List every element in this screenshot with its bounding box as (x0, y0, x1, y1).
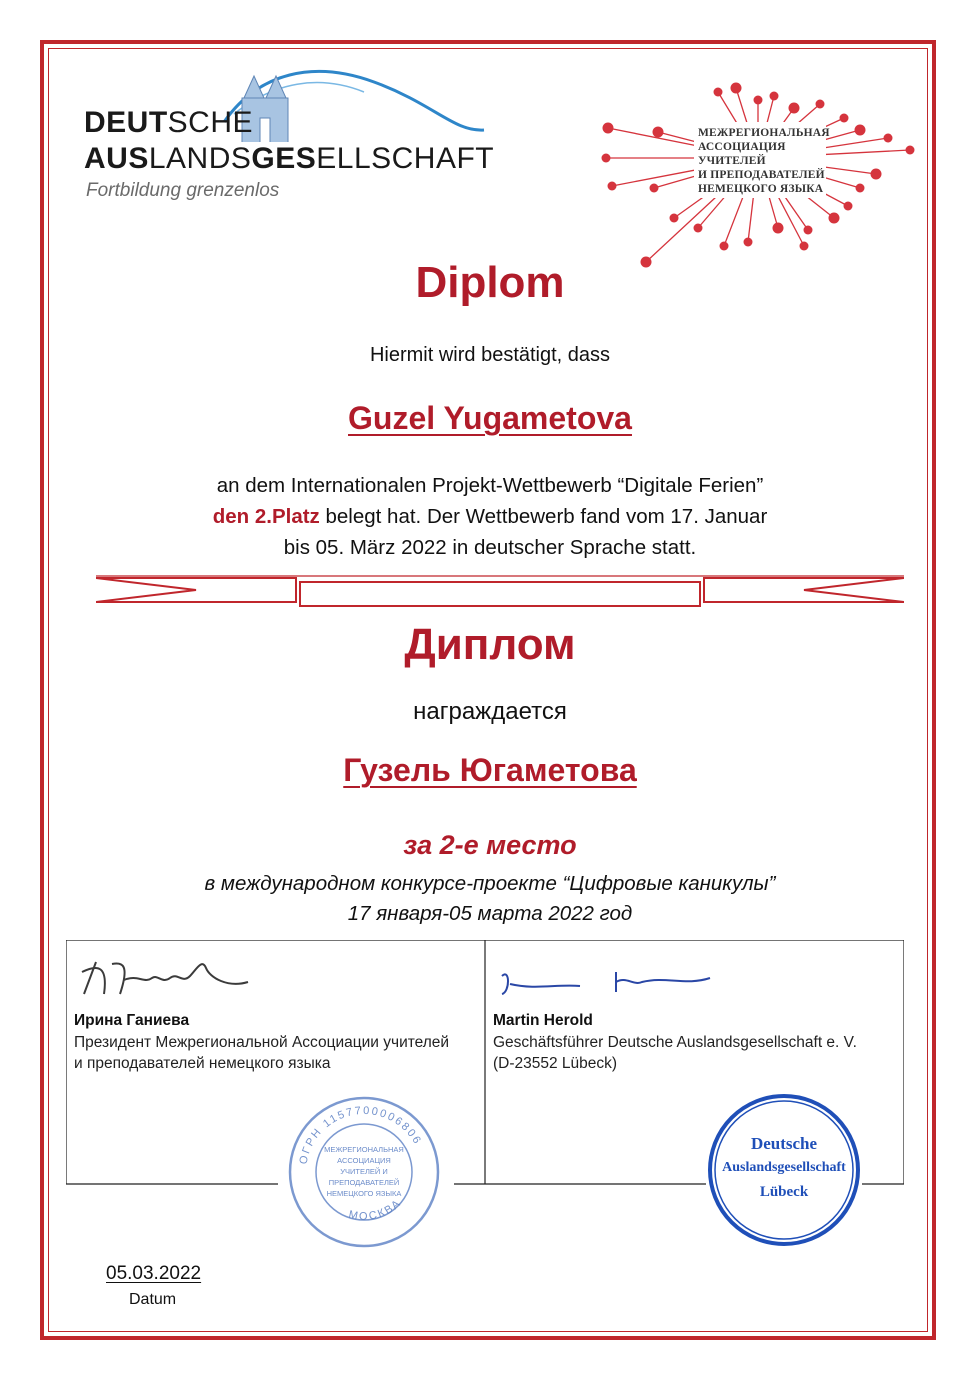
signatory-name-left: Ирина Ганиева (74, 1012, 190, 1029)
award-line-2: den 2.Platz belegt hat. Der Wettbewerb fand vom 17. Januar (212, 505, 768, 528)
logo-ray-dot (744, 238, 753, 247)
logo-ray-dot (840, 114, 849, 123)
logo-ray-dot (829, 213, 840, 224)
signatory-role-left: Президент Межрегиональной Ассоциации учителей и преподавателей немецкого языка (74, 1034, 450, 1072)
contest-description-russian (0, 869, 980, 929)
association-logo-text: МЕЖРЕГИОНАЛЬНАЯ АССОЦИАЦИЯ УЧИТЕЛЕЙ И ПРЕПОДАВАТЕЛЕЙ НЕМЕЦКОГО ЯЗЫКА (698, 127, 830, 195)
logo-ray-dot (720, 242, 729, 251)
signature-block (66, 940, 904, 1223)
recipient-name-russian: Гузель Югаметова (343, 752, 637, 788)
recipient-name-german: Guzel Yugametova (348, 400, 632, 436)
award-line-3: bis 05. März 2022 in deutscher Sprache statt. (283, 536, 697, 559)
handwritten-signature-right (496, 964, 736, 1004)
dag-logo-tagline: Fortbildung grenzenlos (86, 180, 280, 201)
date-value: 05.03.2022 (106, 1263, 202, 1284)
logo-ray-dot (731, 83, 742, 94)
association-logo (598, 78, 920, 274)
logo-ray-dot (816, 100, 825, 109)
diploma-title-russian: Диплом (404, 620, 576, 669)
stamp-left-text: МЕЖРЕГИОНАЛЬНАЯ АССОЦИАЦИЯ УЧИТЕЛЕЙ И ПРЕПОДАВАТЕЛЕЙ НЕМЕЦКОГО ЯЗЫКА (324, 1145, 404, 1198)
date-label: Datum (129, 1291, 177, 1308)
contest-name-line: в международном конкурсе-проекте “Цифровые каникулы” (204, 872, 776, 895)
logo-ray-dot (804, 226, 813, 235)
stamp-left (284, 1092, 444, 1252)
logo-ray-dot (754, 96, 763, 105)
logo-ray (646, 194, 719, 262)
logo-ray-dot (789, 103, 800, 114)
logo-ray-dot (650, 184, 659, 193)
logo-ray-dot (608, 182, 617, 191)
logo-ray-dot (603, 123, 614, 134)
place-german: den 2.Platz (212, 505, 320, 528)
award-line-1: an dem Internationalen Projekt-Wettbewerb “Digitale Ferien” (216, 474, 764, 497)
logo-ray-dot (653, 127, 664, 138)
dag-logo-line2: AUSLANDSGESELLSCHAFT (84, 142, 495, 175)
logo-ray-dot (602, 154, 611, 163)
dag-logo (84, 62, 494, 212)
awarded-text: награждается (413, 698, 567, 725)
svg-text:ОГРН 1157700006806: ОГРН 1157700006806 (297, 1104, 424, 1166)
logo-ray-dot (770, 92, 779, 101)
logo-ray-dot (856, 184, 865, 193)
logo-ray-dot (906, 146, 915, 155)
stamp-right-text: Deutsche Auslandsgesellschaft Lübeck (722, 1134, 846, 1200)
svg-text:МОСКВА: МОСКВА (347, 1196, 404, 1223)
diploma-title-german: Diplom (415, 258, 565, 307)
logo-ray-dot (694, 224, 703, 233)
signatory-name-right: Martin Herold (493, 1012, 593, 1029)
award-paragraph-german (0, 470, 980, 563)
ribbon-divider (96, 568, 904, 612)
logo-ray-dot (714, 88, 723, 97)
logo-ray-dot (670, 214, 679, 223)
handwritten-signature-left (78, 954, 258, 1004)
dag-logo-line1: DEUTSCHE (84, 106, 254, 139)
logo-ray-dot (800, 242, 809, 251)
logo-ray-dot (871, 169, 882, 180)
place-russian: за 2-е место (403, 830, 577, 860)
signatory-role-right: Geschäftsführer Deutsche Auslandsgesellschaft e. V. (D-23552 Lübeck) (493, 1034, 857, 1072)
logo-ray-dot (884, 134, 893, 143)
stamp-right (706, 1092, 862, 1248)
logo-ray-dot (844, 202, 853, 211)
logo-ray-dot (855, 125, 866, 136)
contest-dates-line: 17 января-05 марта 2022 год (347, 902, 633, 925)
logo-ray-dot (773, 223, 784, 234)
confirmation-text: Hiermit wird bestätigt, dass (369, 344, 611, 366)
